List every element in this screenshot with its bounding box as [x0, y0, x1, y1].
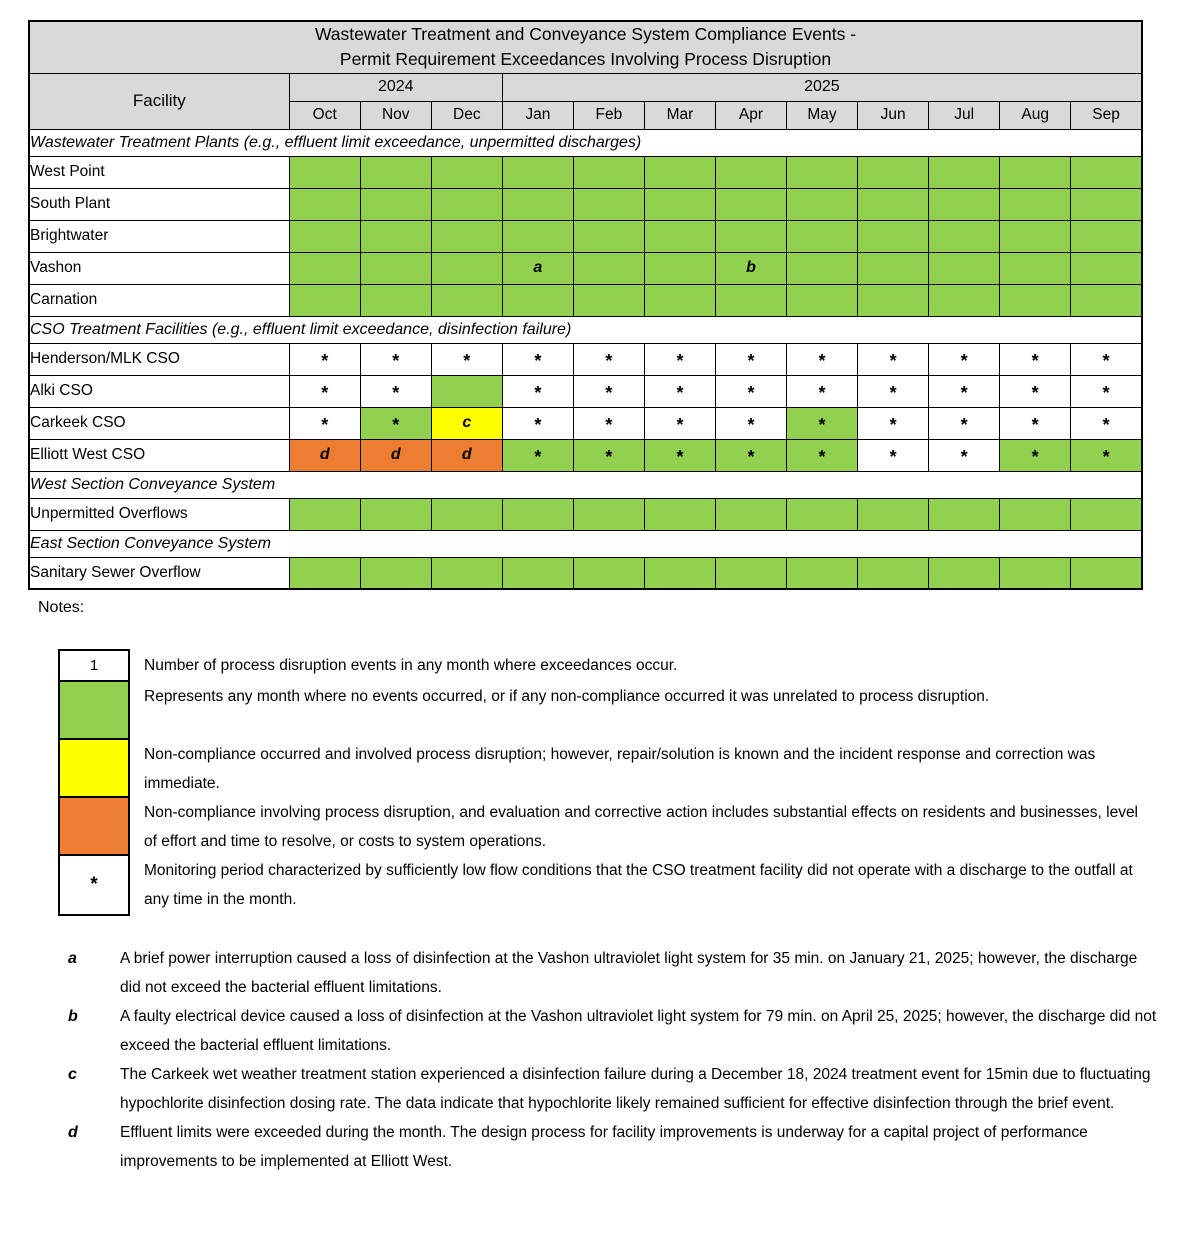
status-cell	[787, 439, 858, 471]
status-cell	[715, 439, 786, 471]
asterisk-icon: *	[818, 382, 826, 403]
legend-swatch-white	[60, 856, 128, 914]
status-cell	[502, 252, 573, 284]
asterisk-icon: *	[392, 414, 400, 435]
legend-description: Non-compliance involving process disruption, and evaluation and corrective action includes substantial effects on residents and businesses, level of effort and time to resolve, or costs to system operations.	[144, 804, 1139, 851]
asterisk-icon: *	[889, 350, 897, 371]
legend-swatch-white	[60, 651, 128, 682]
legend	[58, 649, 1148, 916]
status-cell	[573, 439, 644, 471]
status-cell	[1000, 439, 1071, 471]
status-cell	[1000, 252, 1071, 284]
status-cell	[929, 343, 1000, 375]
status-cell	[1071, 188, 1142, 220]
status-cell	[858, 252, 929, 284]
status-cell	[573, 220, 644, 252]
status-cell	[573, 156, 644, 188]
status-cell	[502, 156, 573, 188]
asterisk-icon: *	[889, 382, 897, 403]
footnote-marker: c	[68, 1066, 77, 1084]
status-cell	[573, 498, 644, 530]
status-cell	[573, 343, 644, 375]
status-cell	[858, 156, 929, 188]
asterisk-icon: *	[676, 414, 684, 435]
footnote-marker: b	[746, 259, 756, 277]
table-row	[29, 284, 1142, 316]
status-cell	[787, 343, 858, 375]
legend-text-column	[144, 649, 1148, 916]
status-cell	[929, 439, 1000, 471]
status-cell	[787, 375, 858, 407]
status-cell	[360, 188, 431, 220]
asterisk-icon: *	[605, 414, 613, 435]
asterisk-icon: *	[534, 350, 542, 371]
status-cell	[644, 343, 715, 375]
table-row	[29, 156, 1142, 188]
asterisk-icon: *	[747, 382, 755, 403]
asterisk-icon: *	[1102, 414, 1110, 435]
table-row	[29, 188, 1142, 220]
status-cell	[360, 252, 431, 284]
facility-name: Unpermitted Overflows	[29, 498, 289, 530]
table-body	[29, 129, 1142, 589]
legend-swatch-orange	[60, 798, 128, 856]
status-cell	[715, 557, 786, 589]
status-cell	[431, 557, 502, 589]
asterisk-icon: *	[605, 350, 613, 371]
status-cell	[1000, 498, 1071, 530]
asterisk-icon: *	[1102, 350, 1110, 371]
table-row	[29, 220, 1142, 252]
section-header-label: West Section Conveyance System	[29, 471, 1142, 498]
footnote-item	[58, 1118, 1168, 1176]
asterisk-icon: *	[960, 350, 968, 371]
status-cell	[858, 284, 929, 316]
table-title	[29, 21, 1142, 73]
status-cell	[1071, 439, 1142, 471]
footnote-marker: d	[390, 446, 401, 464]
status-cell	[1071, 220, 1142, 252]
asterisk-icon: *	[463, 350, 471, 371]
status-cell	[502, 439, 573, 471]
footnote-marker: b	[68, 1008, 78, 1026]
status-cell	[360, 343, 431, 375]
table-row	[29, 557, 1142, 589]
footnote-marker: c	[462, 414, 472, 432]
asterisk-icon: *	[1031, 446, 1039, 467]
asterisk-icon: *	[392, 382, 400, 403]
status-cell	[289, 498, 360, 530]
asterisk-icon: *	[960, 446, 968, 467]
month-header-jan: Jan	[502, 101, 573, 129]
status-cell	[1000, 284, 1071, 316]
status-cell	[787, 252, 858, 284]
footnote-marker: d	[461, 446, 472, 464]
asterisk-icon: *	[1031, 350, 1039, 371]
footnote-marker: d	[319, 446, 330, 464]
year-header-2024: 2024	[289, 73, 502, 101]
month-header-aug: Aug	[1000, 101, 1071, 129]
footnote-item	[58, 944, 1168, 1002]
status-cell	[502, 284, 573, 316]
section-header-row	[29, 316, 1142, 343]
status-cell	[715, 220, 786, 252]
footnote-marker: a	[68, 950, 77, 968]
status-cell	[644, 188, 715, 220]
section-header-row	[29, 471, 1142, 498]
month-header-may: May	[787, 101, 858, 129]
legend-swatch-yellow	[60, 740, 128, 798]
asterisk-icon: *	[960, 382, 968, 403]
status-cell	[858, 343, 929, 375]
status-cell	[360, 439, 431, 471]
footnote-text: The Carkeek wet weather treatment station experienced a disinfection failure during a December 18, 2024 treatment event for 15min due to fluctuating hypochlorite disinfection dosing rate. The data indicate that hypochlorite likely remained sufficient for effective disinfection through the brief event.	[120, 1066, 1151, 1113]
status-cell	[289, 284, 360, 316]
asterisk-icon: *	[747, 414, 755, 435]
status-cell	[502, 188, 573, 220]
status-cell	[289, 439, 360, 471]
footnote-text: A brief power interruption caused a loss of disinfection at the Vashon ultraviolet light system for 35 min. on January 21, 2025; however, the discharge did not exceed the bacterial effluent limitations.	[120, 950, 1138, 997]
status-cell	[1071, 557, 1142, 589]
status-cell	[787, 557, 858, 589]
status-cell	[1000, 156, 1071, 188]
status-cell	[929, 498, 1000, 530]
status-cell	[644, 252, 715, 284]
status-cell	[644, 375, 715, 407]
status-cell	[289, 252, 360, 284]
facility-name: Elliott West CSO	[29, 439, 289, 471]
month-header-mar: Mar	[644, 101, 715, 129]
notes-label: Notes:	[38, 599, 85, 617]
status-cell	[929, 557, 1000, 589]
status-cell	[1071, 375, 1142, 407]
table-title-line2: Permit Requirement Exceedances Involving Process Disruption	[339, 49, 832, 70]
status-cell	[431, 343, 502, 375]
table-title-row	[29, 21, 1142, 73]
status-cell	[289, 407, 360, 439]
footnote-text: Effluent limits were exceeded during the month. The design process for facility improvements is underway for a capital project of performance improvements to be implemented at Elliott West.	[120, 1124, 1088, 1171]
table-row	[29, 252, 1142, 284]
status-cell	[644, 407, 715, 439]
section-header-label: Wastewater Treatment Plants (e.g., effluent limit exceedance, unpermitted discharges)	[29, 129, 1142, 156]
facility-name: Henderson/MLK CSO	[29, 343, 289, 375]
facility-name: Vashon	[29, 252, 289, 284]
status-cell	[858, 498, 929, 530]
status-cell	[858, 220, 929, 252]
status-cell	[929, 156, 1000, 188]
status-cell	[289, 557, 360, 589]
footnote-text: A faulty electrical device caused a loss of disinfection at the Vashon ultraviolet light system for 79 min. on April 25, 2025; however, the discharge did not exceed the bacterial effluent limitations.	[120, 1008, 1157, 1055]
status-cell	[431, 252, 502, 284]
legend-swatch-green	[60, 682, 128, 740]
status-cell	[431, 375, 502, 407]
facility-name: West Point	[29, 156, 289, 188]
status-cell	[431, 156, 502, 188]
table-header	[29, 21, 1142, 129]
status-cell	[929, 252, 1000, 284]
footnote-marker: a	[533, 259, 543, 277]
status-cell	[1000, 407, 1071, 439]
status-cell	[1000, 188, 1071, 220]
legend-description: Monitoring period characterized by sufficiently low flow conditions that the CSO treatment facility did not operate with a discharge to the outfall at any time in the month.	[144, 862, 1133, 909]
status-cell	[715, 407, 786, 439]
status-cell	[644, 498, 715, 530]
asterisk-icon: *	[818, 446, 826, 467]
status-cell	[715, 498, 786, 530]
facility-name: Carnation	[29, 284, 289, 316]
status-cell	[573, 284, 644, 316]
status-cell	[1000, 557, 1071, 589]
year-header-row	[29, 73, 1142, 101]
status-cell	[502, 407, 573, 439]
facility-column-header: Facility	[29, 73, 289, 129]
status-cell	[431, 439, 502, 471]
status-cell	[289, 156, 360, 188]
section-header-row	[29, 129, 1142, 156]
status-cell	[360, 156, 431, 188]
month-header-oct: Oct	[289, 101, 360, 129]
section-header-label: East Section Conveyance System	[29, 530, 1142, 557]
status-cell	[929, 284, 1000, 316]
status-cell	[289, 343, 360, 375]
asterisk-icon: *	[534, 414, 542, 435]
asterisk-icon: *	[90, 874, 98, 896]
status-cell	[644, 439, 715, 471]
facility-name: South Plant	[29, 188, 289, 220]
status-cell	[360, 375, 431, 407]
status-cell	[360, 407, 431, 439]
table-row	[29, 407, 1142, 439]
status-cell	[1000, 220, 1071, 252]
status-cell	[502, 220, 573, 252]
status-cell	[1071, 498, 1142, 530]
asterisk-icon: *	[534, 446, 542, 467]
section-header-label: CSO Treatment Facilities (e.g., effluent limit exceedance, disinfection failure)	[29, 316, 1142, 343]
status-cell	[431, 407, 502, 439]
table-row	[29, 439, 1142, 471]
status-cell	[360, 284, 431, 316]
month-header-jun: Jun	[858, 101, 929, 129]
status-cell	[431, 188, 502, 220]
compliance-table	[28, 20, 1143, 590]
asterisk-icon: *	[676, 382, 684, 403]
facility-name: Brightwater	[29, 220, 289, 252]
month-header-nov: Nov	[360, 101, 431, 129]
status-cell	[644, 156, 715, 188]
asterisk-icon: *	[818, 350, 826, 371]
table-row	[29, 343, 1142, 375]
status-cell	[787, 284, 858, 316]
legend-description: Represents any month where no events occurred, or if any non-compliance occurred it was unrelated to process disruption.	[144, 688, 990, 706]
legend-swatch-column	[58, 649, 130, 916]
status-cell	[360, 220, 431, 252]
asterisk-icon: *	[605, 382, 613, 403]
status-cell	[431, 220, 502, 252]
status-cell	[431, 498, 502, 530]
status-cell	[1000, 375, 1071, 407]
status-cell	[360, 498, 431, 530]
status-cell	[715, 375, 786, 407]
status-cell	[573, 375, 644, 407]
footnote-item	[58, 1002, 1168, 1060]
facility-name: Carkeek CSO	[29, 407, 289, 439]
table-title-line1: Wastewater Treatment and Conveyance System Compliance Events -	[314, 24, 857, 44]
status-cell	[1071, 156, 1142, 188]
status-cell	[858, 557, 929, 589]
status-cell	[431, 284, 502, 316]
year-header-2025: 2025	[502, 73, 1142, 101]
status-cell	[858, 375, 929, 407]
status-cell	[573, 557, 644, 589]
asterisk-icon: *	[889, 414, 897, 435]
asterisk-icon: *	[818, 414, 826, 435]
asterisk-icon: *	[747, 446, 755, 467]
status-cell	[502, 343, 573, 375]
month-header-sep: Sep	[1071, 101, 1142, 129]
asterisk-icon: *	[1102, 382, 1110, 403]
month-header-dec: Dec	[431, 101, 502, 129]
status-cell	[858, 407, 929, 439]
section-header-row	[29, 530, 1142, 557]
status-cell	[1000, 343, 1071, 375]
status-cell	[1071, 343, 1142, 375]
status-cell	[715, 188, 786, 220]
status-cell	[644, 220, 715, 252]
asterisk-icon: *	[889, 446, 897, 467]
asterisk-icon: *	[1031, 414, 1039, 435]
status-cell	[929, 375, 1000, 407]
legend-swatch-label: 1	[89, 657, 99, 675]
status-cell	[715, 343, 786, 375]
status-cell	[929, 407, 1000, 439]
status-cell	[502, 498, 573, 530]
status-cell	[715, 284, 786, 316]
status-cell	[502, 375, 573, 407]
month-header-feb: Feb	[573, 101, 644, 129]
footnote-marker: d	[68, 1124, 78, 1142]
status-cell	[573, 188, 644, 220]
status-cell	[502, 557, 573, 589]
status-cell	[289, 375, 360, 407]
status-cell	[715, 252, 786, 284]
status-cell	[929, 188, 1000, 220]
asterisk-icon: *	[534, 382, 542, 403]
status-cell	[929, 220, 1000, 252]
status-cell	[787, 498, 858, 530]
status-cell	[573, 407, 644, 439]
facility-name: Sanitary Sewer Overflow	[29, 557, 289, 589]
legend-description: Number of process disruption events in any month where exceedances occur.	[144, 657, 678, 675]
asterisk-icon: *	[1102, 446, 1110, 467]
asterisk-icon: *	[747, 350, 755, 371]
status-cell	[289, 188, 360, 220]
status-cell	[289, 220, 360, 252]
status-cell	[787, 407, 858, 439]
facility-name: Alki CSO	[29, 375, 289, 407]
table-row	[29, 375, 1142, 407]
status-cell	[1071, 284, 1142, 316]
status-cell	[360, 557, 431, 589]
month-header-jul: Jul	[929, 101, 1000, 129]
asterisk-icon: *	[1031, 382, 1039, 403]
status-cell	[858, 188, 929, 220]
asterisk-icon: *	[321, 382, 329, 403]
legend-description: Non-compliance occurred and involved process disruption; however, repair/solution is known and the incident response and correction was immediate.	[144, 746, 1096, 793]
asterisk-icon: *	[605, 446, 613, 467]
status-cell	[787, 156, 858, 188]
asterisk-icon: *	[321, 350, 329, 371]
status-cell	[787, 188, 858, 220]
asterisk-icon: *	[960, 414, 968, 435]
asterisk-icon: *	[676, 446, 684, 467]
footnotes	[58, 944, 1168, 1176]
status-cell	[1071, 252, 1142, 284]
status-cell	[1071, 407, 1142, 439]
status-cell	[644, 557, 715, 589]
status-cell	[644, 284, 715, 316]
asterisk-icon: *	[321, 414, 329, 435]
status-cell	[787, 220, 858, 252]
status-cell	[573, 252, 644, 284]
footnote-item	[58, 1060, 1168, 1118]
asterisk-icon: *	[676, 350, 684, 371]
asterisk-icon: *	[392, 350, 400, 371]
status-cell	[858, 439, 929, 471]
month-header-apr: Apr	[715, 101, 786, 129]
table-row	[29, 498, 1142, 530]
status-cell	[715, 156, 786, 188]
